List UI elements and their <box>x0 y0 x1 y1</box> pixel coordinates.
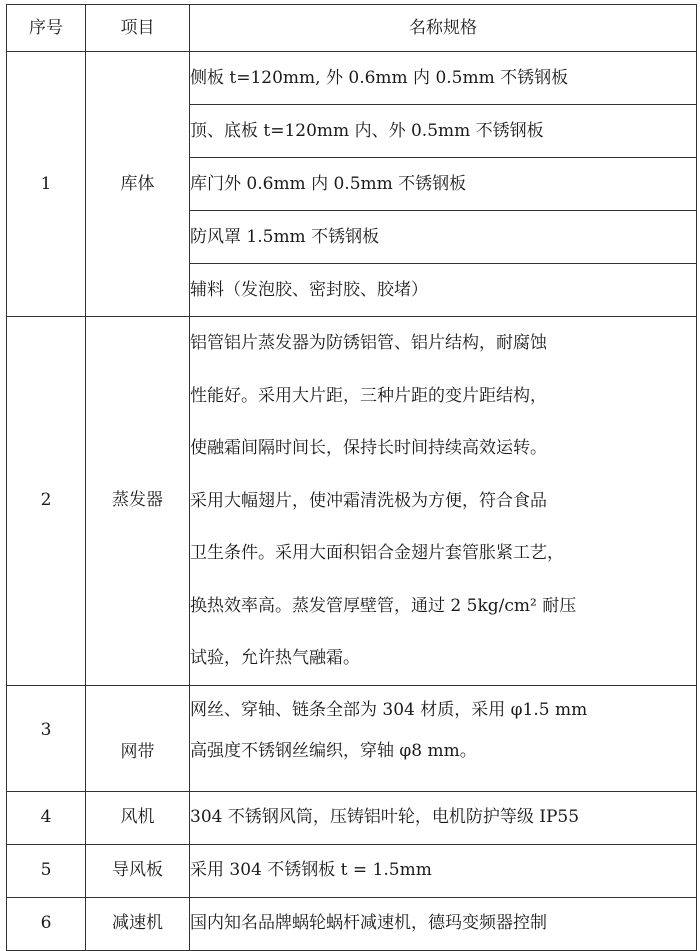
spec-line: 铝管铝片蒸发器为防锈铝管、铝片结构，耐腐蚀 <box>190 333 547 353</box>
table-row <box>7 897 697 950</box>
row-no: 1 <box>7 52 86 317</box>
spec-line: 使融霜间隔时间长，保持长时间持续高效运转。 <box>190 438 547 458</box>
header-item: 项目 <box>86 5 190 52</box>
spec-cell: 304 不锈钢风筒，压铸铝叶轮，电机防护等级 IP55 <box>190 791 697 844</box>
spec-line: 卫生条件。采用大面积铝合金翅片套管胀紧工艺， <box>190 543 564 563</box>
row-item: 风机 <box>86 791 190 844</box>
row-item: 蒸发器 <box>86 317 190 686</box>
row-no: 2 <box>7 317 86 686</box>
spec-line: 采用大幅翅片，使冲霜清洗极为方便，符合食品 <box>190 490 547 511</box>
row-item: 网带 <box>120 741 155 762</box>
spec-cell: 国内知名品牌蜗轮蜗杆减速机，德玛变频器控制 <box>190 897 697 950</box>
table-row <box>7 317 697 686</box>
row-item: 库体 <box>86 52 190 317</box>
header-spec: 名称规格 <box>190 5 697 52</box>
row-item-cell <box>86 685 190 791</box>
spec-cell: 防风罩 1.5mm 不锈钢板 <box>190 211 697 264</box>
row-no: 5 <box>7 844 86 897</box>
row-item: 导风板 <box>86 844 190 897</box>
spec-table <box>6 4 697 951</box>
spec-line: 换热效率高。蒸发管厚壁管，通过 2 5kg/cm² 耐压 <box>190 595 577 616</box>
spec-cell: 顶、底板 t=120mm 内、外 0.5mm 不锈钢板 <box>190 105 697 158</box>
row-no: 4 <box>7 791 86 844</box>
row-no: 6 <box>7 897 86 950</box>
row-item: 减速机 <box>86 897 190 950</box>
spec-line: 性能好。采用大片距，三种片距的变片距结构， <box>190 385 547 406</box>
table-row <box>7 685 697 791</box>
spec-cell: 采用 304 不锈钢板 t = 1.5mm <box>190 844 697 897</box>
spec-line: 试验，允许热气融霜。 <box>190 648 360 668</box>
spec-paragraph <box>190 685 697 791</box>
table-row <box>7 791 697 844</box>
spec-cell: 侧板 t=120mm, 外 0.6mm 内 0.5mm 不锈钢板 <box>190 52 697 105</box>
row-no: 3 <box>40 719 52 740</box>
header-no: 序号 <box>7 5 86 52</box>
spec-cell: 辅料（发泡胶、密封胶、胶堵） <box>190 264 697 317</box>
header-row <box>7 5 697 52</box>
row-no-cell <box>7 685 86 791</box>
spec-paragraph <box>190 317 697 686</box>
spec-line: 高强度不锈钢丝编织，穿轴 φ8 mm。 <box>190 740 477 761</box>
spec-cell: 库门外 0.6mm 内 0.5mm 不锈钢板 <box>190 158 697 211</box>
spec-line: 网丝、穿轴、链条全部为 304 材质，采用 φ1.5 mm <box>190 699 588 720</box>
table-row <box>7 844 697 897</box>
table-row <box>7 52 697 105</box>
